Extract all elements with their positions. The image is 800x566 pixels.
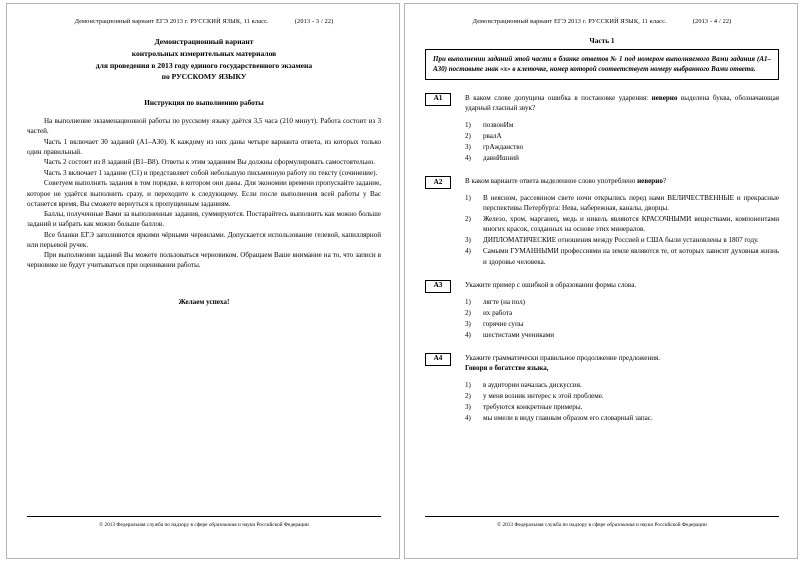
part-title: Часть 1 xyxy=(589,36,615,45)
instruction-paragraph: На выполнение экзаменационной работы по русскому языку даётся 3,5 часа (210 минут). Работа состоит из 3 частей. xyxy=(27,117,381,136)
option-number: 3) xyxy=(465,236,471,245)
option-text: шестистами учениками xyxy=(483,330,555,339)
task-stem-a3: Укажите пример с ошибкой в образовании формы слова. xyxy=(465,280,637,289)
option-number: 1) xyxy=(465,194,471,203)
task-a1 xyxy=(425,93,779,164)
options-a3 xyxy=(465,297,779,340)
copyright-notice xyxy=(27,522,381,528)
page-marker: (2013 - 4 / 22) xyxy=(692,18,732,25)
document-title xyxy=(27,36,381,83)
option-item[interactable] xyxy=(465,142,779,152)
page-footer-left xyxy=(27,516,381,528)
option-number: 1) xyxy=(465,381,471,390)
footer-divider xyxy=(425,516,779,517)
task-body-a3 xyxy=(465,280,779,341)
task-stem-a1 xyxy=(465,93,779,113)
running-head-left xyxy=(27,18,381,25)
running-head-text: Демонстрационный вариант ЕГЭ 2013 г. РУССКИЙ ЯЗЫК, 11 класс. xyxy=(74,18,269,25)
task-a4 xyxy=(425,353,779,424)
task-body-a1 xyxy=(465,93,779,164)
option-text: грАжданство xyxy=(483,142,524,151)
instruction-paragraph: При выполнении заданий Вы можете пользоваться черновиком. Обращаем Ваше внимание на то, что записи в черновике не будут учитываться при оценивании работы. xyxy=(27,251,381,270)
option-number: 3) xyxy=(465,403,471,412)
option-text: мы имели в виду главным образом его словарный запас. xyxy=(483,414,653,423)
option-text: горячие супы xyxy=(483,319,524,328)
task-label-a3: А3 xyxy=(425,280,451,293)
stem-emphasis: неверно xyxy=(651,93,678,102)
title-line-1: Демонстрационный вариант xyxy=(154,37,254,46)
title-line-4: по РУССКОМУ ЯЗЫКУ xyxy=(161,72,247,82)
option-number: 1) xyxy=(465,297,471,306)
option-text: у меня возник интерес к этой проблеме. xyxy=(483,392,604,401)
page-marker: (2013 - 3 / 22) xyxy=(294,18,334,25)
option-item[interactable] xyxy=(465,380,779,390)
task-body-a4 xyxy=(465,353,779,424)
option-text: рвалА xyxy=(483,131,502,140)
running-head-right xyxy=(425,18,779,25)
option-item[interactable] xyxy=(465,391,779,401)
stem-part: В каком слове допущена ошибка в постановке ударения: xyxy=(465,93,652,102)
closing-wish: Желаем успеха! xyxy=(178,297,230,306)
copyright-prefix: © 2013 Федеральная служба по надзору в сфере xyxy=(497,522,607,528)
option-number: 1) xyxy=(465,120,471,129)
option-text: Самыми ГУМАННЫМИ профессиями на земле являются те, от которых зависит духовная жизнь и здоровье человека. xyxy=(483,247,779,266)
copyright-italic: образования xyxy=(208,522,237,528)
copyright-italic: образования xyxy=(606,522,635,528)
stem-emphasis: неверно xyxy=(637,177,663,186)
option-text: лягте (на пол) xyxy=(483,297,525,306)
option-text: их работа xyxy=(483,308,513,317)
option-number: 4) xyxy=(465,414,471,423)
option-item[interactable] xyxy=(465,153,779,163)
instruction-paragraph: Часть 3 включает 1 задание (С1) и представляет собой небольшую письменную работу по тексту (сочинение). xyxy=(44,168,378,177)
instruction-paragraph: Часть 2 состоит из 8 заданий (В1–В8). Ответы к этим заданиям Вы должны сформулировать самостоятельно. xyxy=(44,158,376,167)
option-item[interactable] xyxy=(465,308,779,318)
task-stem-fragment-a4: Говоря о богатстве языка, xyxy=(465,363,549,372)
task-label-a1: А1 xyxy=(425,93,451,106)
task-body-a2 xyxy=(465,176,779,268)
option-text: Железо, хром, марганец, медь и никель являются КРАСОЧНЫМИ веществами, компонентами многих красок, созданных на основе этих минералов. xyxy=(483,215,779,234)
copyright-notice xyxy=(425,522,779,528)
option-number: 2) xyxy=(465,392,471,401)
option-text: давнИшний xyxy=(483,154,519,163)
stem-part: В каком варианте ответа выделенное слово употреблено xyxy=(465,177,638,186)
part-instruction-box xyxy=(425,49,779,80)
option-item[interactable] xyxy=(465,330,779,340)
copyright-suffix: и науки Российской Федерации xyxy=(236,522,309,528)
options-a4 xyxy=(465,380,779,423)
option-item[interactable] xyxy=(465,235,779,245)
option-number: 2) xyxy=(465,308,471,317)
task-a3 xyxy=(425,280,779,341)
option-item[interactable] xyxy=(465,319,779,329)
option-item[interactable] xyxy=(465,120,779,130)
option-number: 2) xyxy=(465,131,471,140)
option-number: 3) xyxy=(465,142,471,151)
instruction-paragraph: Баллы, полученные Вами за выполненные задания, суммируются. Постарайтесь выполнить как можно больше заданий и набрать как можно больше баллов. xyxy=(27,210,381,229)
title-line-3: для проведения в 2013 году единого государственного экзамена xyxy=(95,60,313,70)
task-label-a2: А2 xyxy=(425,176,451,189)
option-number: 4) xyxy=(465,330,471,339)
option-number: 4) xyxy=(465,154,471,163)
option-number: 4) xyxy=(465,247,471,256)
copyright-prefix: © 2013 Федеральная служба по надзору в сфере xyxy=(99,522,209,528)
page-footer-right xyxy=(425,516,779,528)
page-left xyxy=(6,3,400,559)
option-text: в аудитории началась дискуссия. xyxy=(483,381,582,390)
option-item[interactable] xyxy=(465,193,779,213)
option-item[interactable] xyxy=(465,297,779,307)
task-stem-a4: Укажите грамматически правильное продолжение предложения. xyxy=(465,353,661,362)
stem-part: ? xyxy=(662,177,667,186)
copyright-suffix: и науки Российской Федерации xyxy=(634,522,707,528)
option-item[interactable] xyxy=(465,246,779,266)
option-text: В неясном, рассеянном свете ночи открылись перед нами ВЕЛИЧЕСТВЕННЫЕ и прекрасные перспективы Петербурга: Нева, набережная, каналы, дворцы. xyxy=(483,194,779,213)
task-stem-a2 xyxy=(465,176,779,186)
instruction-paragraph: Советуем выполнять задания в том порядке, в котором они даны. Для экономии времени пропускайте задание, которое не удаётся выполнить сразу, и переходите к следующему. Если после выполнения всей работы у Вас останется время, Вы сможете вернуться к пропущенным заданиям. xyxy=(27,179,381,208)
option-item[interactable] xyxy=(465,131,779,141)
task-label-a4: А4 xyxy=(425,353,451,366)
stem-part: выделена буква, обозначающая ударный гласный звук? xyxy=(465,93,779,112)
option-item[interactable] xyxy=(465,402,779,412)
option-text: требуются конкретные примеры. xyxy=(483,403,583,412)
footer-divider xyxy=(27,516,381,517)
options-a2 xyxy=(465,193,779,266)
option-text: ДИПЛОМАТИЧЕСКИЕ отношения между Россией и США были установлены в 1807 году. xyxy=(483,236,759,245)
option-item[interactable] xyxy=(465,413,779,423)
part-instruction-text: При выполнении заданий этой части в бланке ответов № 1 под номером выполняемого Вами задания (А1–А30) поставьте знак «х» в клеточке, номер которой соответствует номеру выбранного Вами ответа. xyxy=(433,55,771,74)
title-line-2: контрольных измерительных материалов xyxy=(131,48,277,58)
running-head-text: Демонстрационный вариант ЕГЭ 2013 г. РУССКИЙ ЯЗЫК, 11 класс. xyxy=(472,18,667,25)
option-number: 3) xyxy=(465,319,471,328)
option-number: 2) xyxy=(465,215,471,224)
instruction-paragraph: Часть 1 включает 30 заданий (А1–А30). К каждому из них даны четыре варианта ответа, из которых только один правильный. xyxy=(27,137,381,156)
option-item[interactable] xyxy=(465,214,779,234)
option-text: позвонИм xyxy=(483,120,514,129)
page-right xyxy=(404,3,798,559)
instructions-heading: Инструкция по выполнению работы xyxy=(144,99,264,108)
instruction-paragraph: Все бланки ЕГЭ заполняются яркими чёрными чернилами. Допускается использование гелевой, капиллярной или перьевой ручек. xyxy=(27,230,381,249)
options-a1 xyxy=(465,120,779,163)
task-a2 xyxy=(425,176,779,268)
